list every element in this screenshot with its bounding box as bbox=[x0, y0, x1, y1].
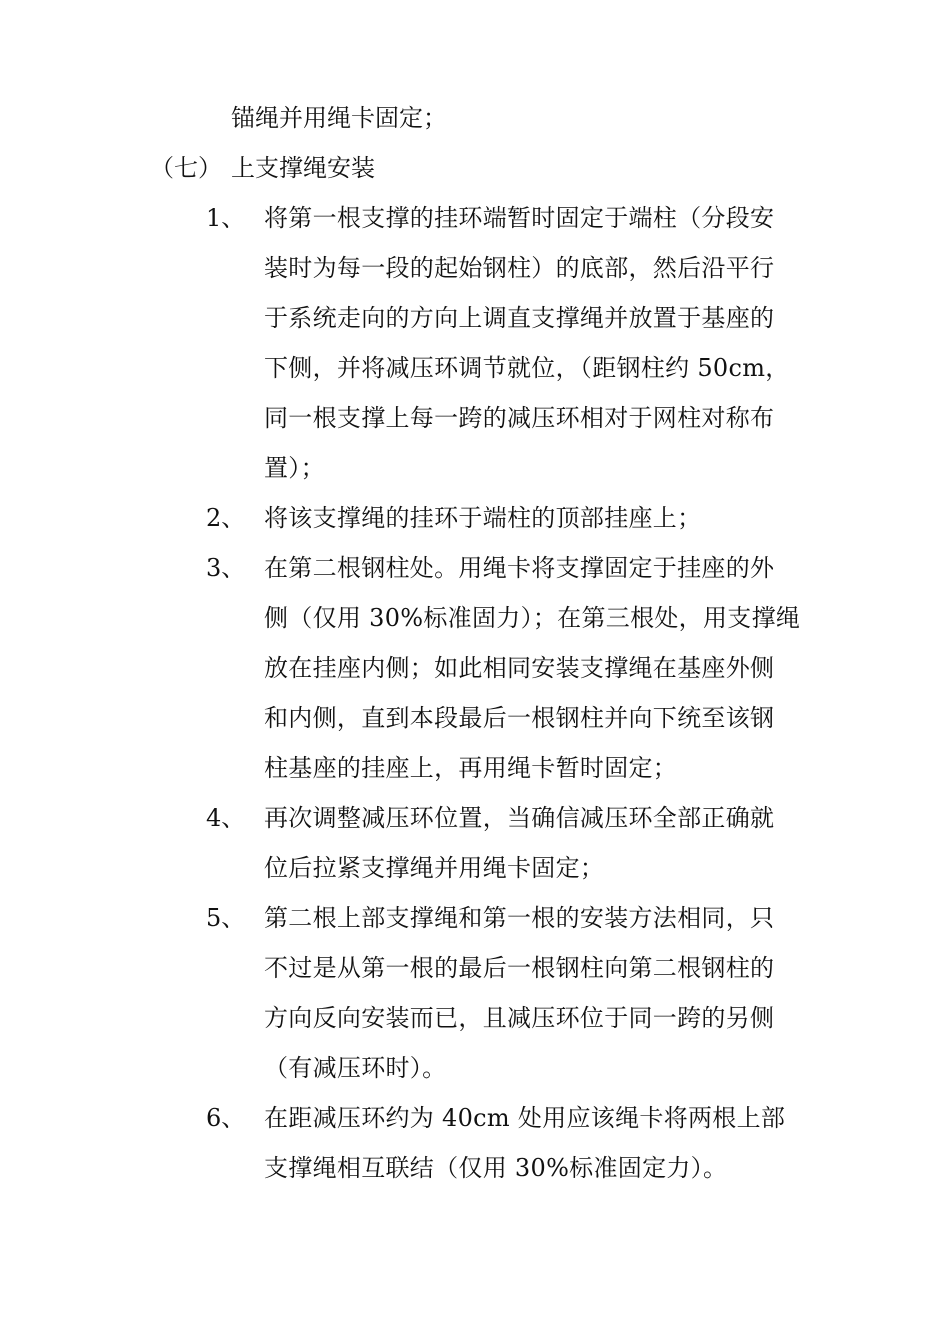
item-number-5: 5、 bbox=[206, 904, 246, 932]
item-number-4: 4、 bbox=[206, 804, 246, 832]
item-1-line-1: 将第一根支撑的挂环端暂时固定于端柱（分段安 bbox=[264, 204, 775, 232]
item-1-line-6: 置）； bbox=[264, 454, 325, 482]
section-marker: （七） bbox=[150, 154, 222, 182]
item-5-line-1: 第二根上部支撑绳和第一根的安装方法相同，只 bbox=[264, 904, 775, 932]
item-number-2: 2、 bbox=[206, 504, 246, 532]
item-3-line-5: 柱基座的挂座上，再用绳卡暂时固定； bbox=[264, 754, 678, 782]
item-1-line-5: 同一根支撑上每一跨的减压环相对于网柱对称布 bbox=[264, 404, 775, 432]
item-4-line-1: 再次调整减压环位置，当确信减压环全部正确就 bbox=[264, 804, 775, 832]
item-number-6: 6、 bbox=[206, 1104, 246, 1132]
item-6-line-2: 支撑绳相互联结（仅用 30%标准固定力）。 bbox=[264, 1154, 728, 1182]
item-1-line-4: 下侧，并将减压环调节就位，（距钢柱约 50cm， bbox=[264, 354, 790, 382]
item-2-line-1: 将该支撑绳的挂环于端柱的顶部挂座上； bbox=[264, 504, 702, 532]
item-4-line-2: 位后拉紧支撑绳并用绳卡固定； bbox=[264, 854, 605, 882]
item-6-line-1: 在距减压环约为 40cm 处用应该绳卡将两根上部 bbox=[264, 1104, 786, 1132]
item-3-line-4: 和内侧，直到本段最后一根钢柱并向下统至该钢 bbox=[264, 704, 775, 732]
item-5-line-4: （有减压环时）。 bbox=[264, 1054, 447, 1082]
item-5-line-3: 方向反向安装而已，且减压环位于同一跨的另侧 bbox=[264, 1004, 775, 1032]
item-3-line-3: 放在挂座内侧；如此相同安装支撑绳在基座外侧 bbox=[264, 654, 775, 682]
item-1-line-2: 装时为每一段的起始钢柱）的底部，然后沿平行 bbox=[264, 254, 775, 282]
item-5-line-2: 不过是从第一根的最后一根钢柱向第二根钢柱的 bbox=[264, 954, 775, 982]
item-1-line-3: 于系统走向的方向上调直支撑绳并放置于基座的 bbox=[264, 304, 775, 332]
section-title: 上支撑绳安装 bbox=[231, 154, 375, 182]
item-number-3: 3、 bbox=[206, 554, 246, 582]
item-3-line-1: 在第二根钢柱处。用绳卡将支撑固定于挂座的外 bbox=[264, 554, 775, 582]
item-number-1: 1、 bbox=[206, 204, 246, 232]
intro-line: 锚绳并用绳卡固定； bbox=[231, 104, 447, 132]
item-3-line-2: 侧（仅用 30%标准固力）；在第三根处，用支撑绳 bbox=[264, 604, 801, 632]
